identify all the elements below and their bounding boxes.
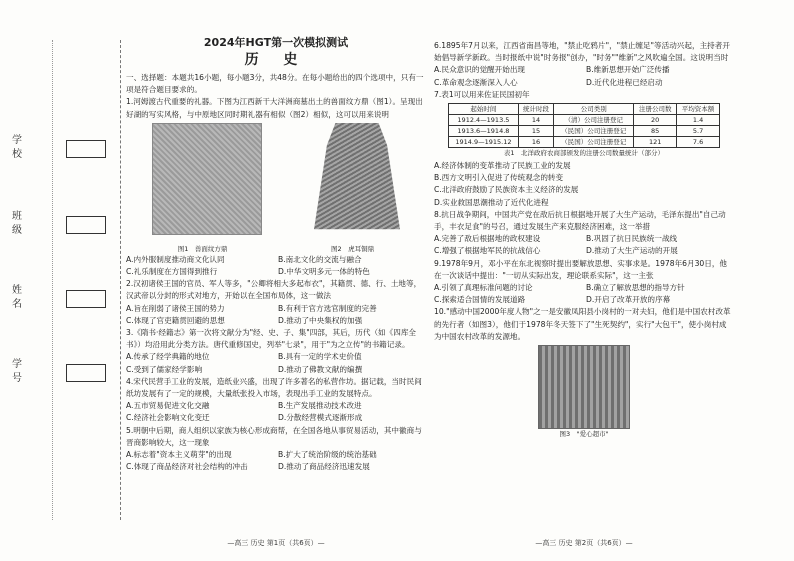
instructions: 一、选择题：本题共16小题，每小题3分，共48分。在每小题给出的四个选项中，只有一项是符合题目要求的。 — [126, 73, 424, 95]
question-9-options — [434, 282, 734, 306]
binding-cut-line — [120, 40, 121, 520]
class-box[interactable] — [66, 216, 106, 234]
left-page-footer: —高三 历史 第1页（共6页）— — [227, 539, 325, 547]
option: A.五市贸易促进文化交融 — [126, 401, 210, 411]
table-header-cell: 注册公司数 — [634, 104, 677, 115]
table-row — [449, 126, 720, 137]
table-cell: 16 — [518, 137, 553, 148]
question-7-options — [434, 160, 734, 209]
option: B.有利于官方选官制度的完善 — [278, 303, 377, 313]
table-cell: 7.6 — [677, 137, 720, 148]
option: B.生产发展推动技术改进 — [278, 401, 362, 411]
option: A.传承了经学典籍的地位 — [126, 352, 210, 362]
table-header-cell: 公司类别 — [554, 104, 634, 115]
question-3: 3.《隋书·经籍志》第一次将文献分为"经、史、子、集"四部，其后，历代（如《四库全书》）均沿用此分类方法。唐代重修国史，列举"七录"，用于"为之立传"的书籍记录。 — [126, 328, 417, 350]
figure-1-caption: 图1 兽面纹方鼎 — [177, 244, 228, 253]
student-id-box[interactable] — [66, 364, 106, 382]
option: C.受到了儒家经学影响 — [126, 364, 203, 374]
question-9: 9.1978年9月，邓小平在东北视察时提出要解放思想、实事求是。1978年6月30日，他在一次谈话中提出："一切从实际出发，理论联系实际"，这一主张 — [434, 258, 728, 280]
table-caption: 表1 北洋政府农商部颁发的注册公司数量统计（部分） — [503, 149, 665, 158]
table-header-cell: 平均资本额 — [677, 104, 720, 115]
question-4-options — [126, 400, 426, 424]
table-row — [449, 137, 720, 148]
question-2-options — [126, 303, 426, 327]
question-4: 4.宋代民营手工业的发展，造纸业兴盛，出现了许多著名的私营作坊。据记载，当时民间纸坊发展有了一定的规模，大量纸张投入市场，表现出手工业的发展特点。 — [126, 376, 422, 399]
option: C.北洋政府鼓励了民族资本主义经济的发展 — [434, 185, 579, 195]
option: B.确立了解放思想的指导方针 — [586, 283, 685, 293]
option: C.增强了根据地军民的抗战信心 — [434, 246, 541, 256]
data-table — [448, 103, 720, 148]
option: D.推动了佛教文献的编撰 — [278, 364, 363, 374]
figure-2-image — [314, 123, 400, 235]
question-10: 10."感动中国2000年度人物"之一是安徽凤阳县小岗村的一对夫妇，他们是中国农村改革的先行者（如图3），他们于1978年冬天签下了"生死契约"，实行"大包干"，使小岗村成为中国农村改革的发源地。 — [434, 307, 731, 341]
left-page — [126, 36, 426, 473]
table-cell: 14 — [518, 115, 553, 126]
table-cell: （民国）公司注册登记 — [554, 137, 634, 148]
option: D.近代化进程已经启动 — [586, 77, 663, 87]
figure-captions — [126, 244, 426, 254]
option: C.探索适合国情的发展道路 — [434, 295, 526, 305]
exam-title: 2024年HGT第一次模拟测试 — [203, 36, 349, 49]
student-id-label: 学号 — [12, 359, 22, 384]
school-box[interactable] — [66, 140, 106, 158]
table-cell: 121 — [634, 137, 677, 148]
table-header-row — [449, 104, 720, 115]
school-label: 学校 — [12, 135, 22, 160]
table-row — [449, 115, 720, 126]
table-header-cell: 起始时间 — [449, 104, 519, 115]
option: B.西方文明引入促进了传统观念的转变 — [434, 173, 564, 183]
exam-subject: 历 史 — [244, 52, 308, 68]
right-page — [434, 40, 734, 439]
option: B.扩大了统治阶级的统治基础 — [278, 450, 377, 460]
option: C.体现了官吏籍贯回避的思想 — [126, 315, 225, 325]
option: D.推动了商品经济迅速发展 — [278, 462, 370, 472]
table-cell: 15 — [518, 126, 553, 137]
option: D.推动了大生产运动的开展 — [586, 246, 678, 256]
table-cell: 5.7 — [677, 126, 720, 137]
option: A.引领了真理标准问题的讨论 — [434, 283, 533, 293]
option: A.标志着"资本主义萌芽"的出现 — [126, 450, 232, 460]
right-page-footer: —高三 历史 第2页（共6页）— — [535, 539, 633, 547]
name-box[interactable] — [66, 290, 106, 308]
table-cell: 1912.4—1913.5 — [449, 115, 519, 126]
question-5: 5.明朝中后期，商人组织以家族为核心形成商帮，在全国各地从事贸易活动，其中徽商与晋商影响较大，这一现象 — [126, 425, 422, 447]
question-8-options — [434, 233, 734, 257]
option: B.具有一定的学术史价值 — [278, 352, 362, 362]
option: B.维新思想开始广泛传播 — [586, 65, 670, 75]
option: D.开启了改革开放的序幕 — [586, 295, 671, 305]
option: C.革命观念逐渐深入人心 — [434, 77, 518, 87]
table-cell: 1913.6—1914.8 — [449, 126, 519, 137]
table-cell: 1.4 — [677, 115, 720, 126]
figure-3-caption: 图3 "爱心超市" — [559, 430, 609, 439]
table-cell: 20 — [634, 115, 677, 126]
option: D.实业救国思潮推动了近代化进程 — [434, 197, 549, 207]
question-5-options — [126, 449, 426, 473]
question-1-options — [126, 254, 426, 278]
table-cell: 85 — [634, 126, 677, 137]
figure-1-image — [152, 123, 262, 235]
table-cell: （清）公司注册登记 — [554, 115, 634, 126]
option: C.经济社会影响文化变迁 — [126, 413, 210, 423]
table-cell: 1914.9—1915.12 — [449, 137, 519, 148]
option: B.南北文化的交流与融合 — [278, 254, 362, 264]
option: A.完善了敌后根据地的政权建设 — [434, 234, 541, 244]
question-2: 2.汉初诸侯王国的官员、军人等多，"公卿将相大多起布衣"，其籍贯、德、行、土地等，汉武帝以分封的形式对地方，开始以在全国布局体，这一做法 — [126, 279, 422, 301]
option: D.分散经营模式逐渐形成 — [278, 413, 363, 423]
class-label: 班级 — [12, 211, 22, 236]
option: D.推动了中央集权的加强 — [278, 315, 363, 325]
option: B.巩固了抗日民族统一战线 — [586, 234, 678, 244]
figure-2-caption: 图2 虎耳铜鼎 — [331, 244, 375, 253]
table-header-cell: 统计时段 — [518, 104, 553, 115]
option: A.旨在削弱了诸侯王国的势力 — [126, 303, 225, 313]
question-7: 7.表1可以用来佐证民国初年 — [434, 89, 530, 99]
binding-fold-line — [52, 40, 53, 520]
option: A.内外服制度推动商文化认同 — [126, 254, 225, 264]
option: A.民众意识的觉醒开始出现 — [434, 65, 526, 75]
question-1: 1.河姆渡古代重要的礼器。下图为江西新干大洋洲商墓出土的兽面纹方鼎（图1）。呈现出好湖的写实风格，与中原地区同时期礼器有相似（图2）相似，这可以用来说明 — [126, 97, 423, 119]
binding-strip — [0, 0, 120, 561]
question-8: 8.抗日战争期间，中国共产党在敌后抗日根据地开展了大生产运动，毛泽东提出"自己动手，丰衣足食"的号召，通过发展生产来克服经济困难，这一举措 — [434, 209, 726, 232]
figure-3-image — [538, 345, 630, 429]
question-6-options — [434, 64, 734, 88]
option: C.礼乐制度在方国得到推行 — [126, 267, 218, 277]
name-label: 姓名 — [12, 285, 22, 310]
question-1-figures — [126, 123, 426, 243]
option: A.经济体制的变革推动了民族工业的发展 — [434, 161, 571, 171]
table-cell: （民国）公司注册登记 — [554, 126, 634, 137]
question-6: 6.1895年7月以来，江西省南昌等地，"禁止吃鸦片"，"禁止缠足"等活动兴起，主持者开始倡导新学新政。当时报纸中说"时务报"创办，"时务""维新"之风吹遍全国。这说明当时 — [434, 41, 730, 63]
option: C.体现了商品经济对社会结构的冲击 — [126, 462, 248, 472]
question-3-options — [126, 351, 426, 375]
option: D.中华文明多元一体的特色 — [278, 267, 370, 277]
